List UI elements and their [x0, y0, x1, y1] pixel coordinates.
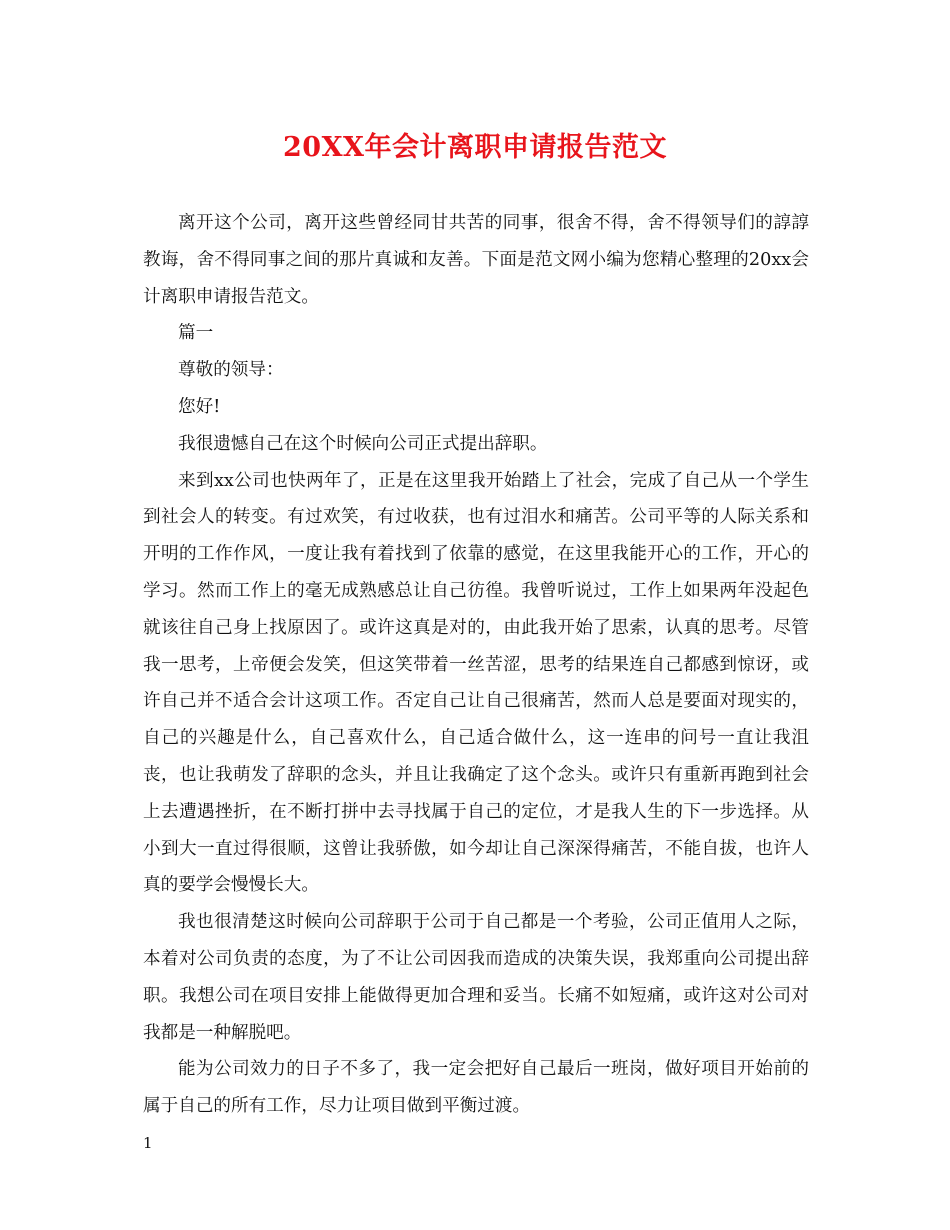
document-title: 20XX年会计离职申请报告范文 [283, 132, 667, 163]
body-paragraph: 我也很清楚这时候向公司辞职于公司于自己都是一个考验，公司正值用人之际，本着对公司负责的态度，为了不让公司因我而造成的决策失误，我郑重向公司提出辞职。我想公司在项目安排上能做得更加合理和妥当。长痛不如短痛，或许这对公司对我都是一种解脱吧。 [143, 912, 809, 1043]
body-paragraph: 来到xx公司也快两年了，正是在这里我开始踏上了社会，完成了自己从一个学生到社会人的转变。有过欢笑，有过收获，也有过泪水和痛苦。公司平等的人际关系和开明的工作作风，一度让我有着找到了依靠的感觉，在这里我能开心的工作，开心的学习。然而工作上的毫无成熟感总让自己彷徨。我曾听说过，工作上如果两年没起色就该往自己身上找原因了。或许这真是对的，由此我开始了思索，认真的思考。尽管我一思考，上帝便会发笑，但这笑带着一丝苦涩，思考的结果连自己都感到惊讶，或许自己并不适合会计这项工作。否定自己让自己很痛苦，然而人总是要面对现实的，自己的兴趣是什么，自己喜欢什么，自己适合做什么，这一连串的问号一直让我沮丧，也让我萌发了辞职的念头，并且让我确定了这个念头。或许只有重新再跑到社会上去遭遇挫折，在不断打拼中去寻找属于自己的定位，才是我人生的下一步选择。从小到大一直过得很顺，这曾让我骄傲，如今却让自己深深得痛苦，不能自拔，也许人真的要学会慢慢长大。 [143, 470, 809, 896]
page-number: 1 [143, 1134, 153, 1152]
body-paragraph: 能为公司效力的日子不多了，我一定会把好自己最后一班岗，做好项目开始前的属于自己的所有工作，尽力让项目做到平衡过渡。 [143, 1059, 809, 1117]
document-body [143, 205, 809, 1125]
body-paragraph: 离开这个公司，离开这些曾经同甘共苦的同事，很舍不得，舍不得领导们的諄諄教诲，舍不得同事之间的那片真诚和友善。下面是范文网小编为您精心整理的20xx会计离职申请报告范文。 [143, 213, 809, 307]
body-paragraph: 我很遗憾自己在这个时候向公司正式提出辞职。 [178, 433, 548, 454]
body-paragraph: 尊敬的领导： [178, 360, 284, 381]
body-paragraph: 您好! [178, 396, 221, 417]
body-paragraph: 篇一 [178, 323, 214, 344]
